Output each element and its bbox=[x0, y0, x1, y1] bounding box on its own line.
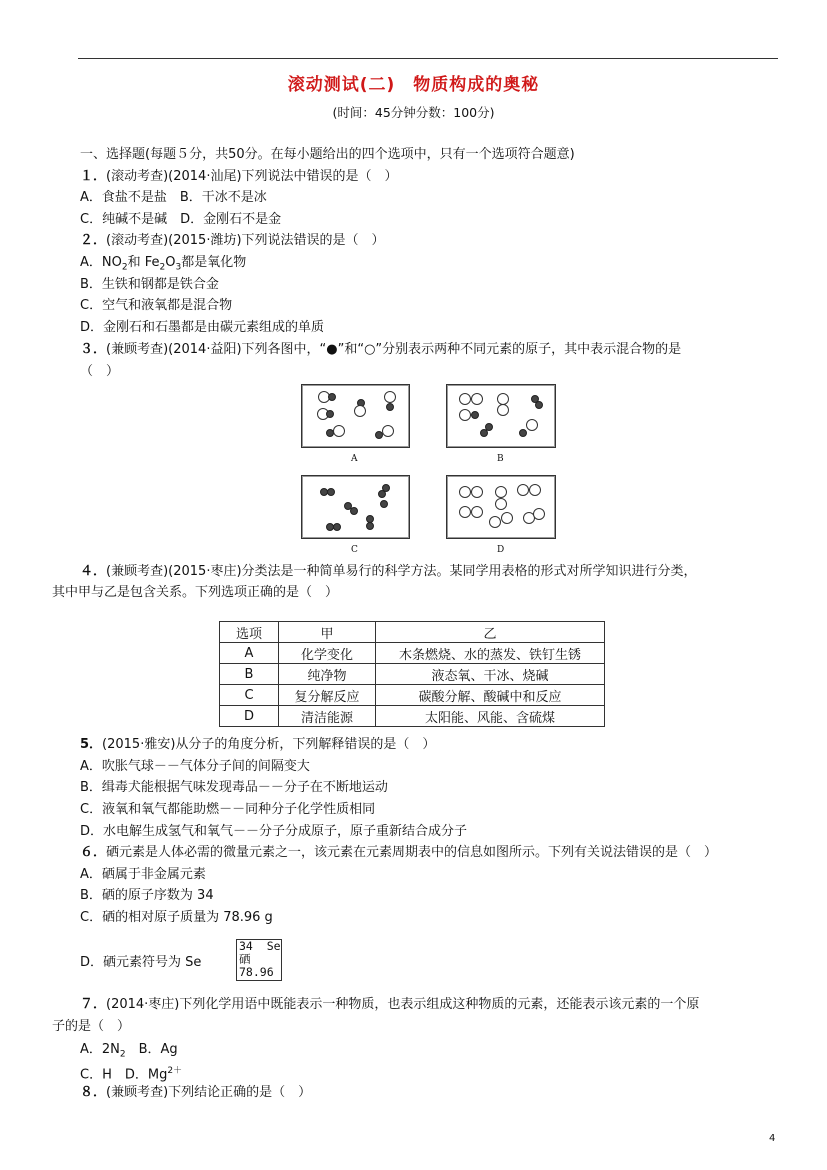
question-stem: (兼顾考查)下列结论正确的是（ ） bbox=[106, 1085, 312, 1100]
white-atom bbox=[501, 512, 513, 524]
question-stem: (兼顾考查)(2015·枣庄)分类法是一种简单易行的科学方法。某同学用表格的形式对所学知识进行分类， bbox=[106, 564, 697, 579]
question-number: ３． bbox=[80, 342, 107, 357]
table-row: B 纯净物 液态氧、干冰、烧碱 bbox=[220, 664, 605, 685]
white-atom bbox=[495, 498, 507, 510]
white-atom bbox=[471, 486, 483, 498]
question-4-cont: 其中甲与乙是包含关系。下列选项正确的是（ ） bbox=[52, 585, 339, 600]
atomic-number: 34 bbox=[239, 939, 253, 953]
white-atom bbox=[333, 425, 345, 437]
question-number: ６． bbox=[80, 845, 107, 860]
dark-atom bbox=[471, 411, 479, 419]
dark-atom bbox=[535, 401, 543, 409]
dark-atom bbox=[386, 403, 394, 411]
white-atom bbox=[495, 486, 507, 498]
page-title: 滚动测试(二) 物质构成的奥秘 bbox=[287, 75, 540, 95]
atomic-mass: 78.96 bbox=[239, 965, 274, 979]
white-atom bbox=[384, 391, 396, 403]
header-rule bbox=[78, 58, 778, 59]
question-stem: (兼顾考查)(2014·益阳)下列各图中，“●”和“○”分别表示两种不同元素的原子，其中表示混合物的是 bbox=[106, 342, 682, 357]
figure-c bbox=[301, 475, 410, 539]
q5-option-a: A．吹胀气球－－气体分子间的间隔变大 bbox=[80, 759, 310, 774]
question-number: ８． bbox=[80, 1085, 107, 1100]
question-7-cont: 子的是（ ） bbox=[52, 1019, 131, 1034]
q2-option-b: B．生铁和钢都是铁合金 bbox=[80, 277, 219, 292]
dark-atom bbox=[380, 500, 388, 508]
q1-options-cd: C．纯碱不是碱 D．金刚石不是金 bbox=[80, 212, 282, 227]
table-header-row bbox=[220, 622, 605, 643]
white-atom bbox=[354, 405, 366, 417]
question-5 bbox=[80, 736, 435, 753]
table-header: 乙 bbox=[376, 622, 605, 643]
question-number: ７． bbox=[80, 997, 107, 1012]
q6-option-c: C．硒的相对原子质量为 78.96 g bbox=[80, 910, 273, 925]
question-8 bbox=[80, 1084, 311, 1101]
element-symbol: Se bbox=[266, 939, 281, 953]
section-heading: 一、选择题(每题５分，共50分。在每小题给出的四个选项中，只有一个选项符合题意) bbox=[80, 147, 575, 162]
dark-atom bbox=[328, 393, 336, 401]
question-number: ２． bbox=[80, 233, 107, 248]
page-number: 4 bbox=[769, 1133, 776, 1144]
q2-option-a: A．$NO_2$和 $Fe_2O_3$都是氧化物 bbox=[80, 255, 247, 273]
q5-option-d: D．水电解生成氢气和氧气－－分子分成原子，原子重新结合成分子 bbox=[80, 824, 468, 839]
dark-atom bbox=[485, 423, 493, 431]
figure-label-c: C bbox=[351, 545, 358, 555]
table-row: A 化学变化 木条燃烧、水的蒸发、铁钉生锈 bbox=[220, 643, 605, 664]
figure-b bbox=[446, 384, 556, 448]
q7-options-cd: C．H D．$Mg^{2+}$ bbox=[80, 1066, 183, 1083]
q7-options-ab: A．$2N_2$ B．Ag bbox=[80, 1042, 178, 1060]
dark-atom bbox=[378, 490, 386, 498]
periodic-table-cell bbox=[236, 939, 282, 981]
q5-option-c: C．液氧和氧气都能助燃－－同种分子化学性质相同 bbox=[80, 802, 376, 817]
white-atom bbox=[459, 506, 471, 518]
classification-table bbox=[219, 621, 605, 727]
question-stem: (2014·枣庄)下列化学用语中既能表示一种物质，也表示组成这种物质的元素，还能表示该元素的一个原 bbox=[106, 997, 700, 1012]
dark-atom bbox=[333, 523, 341, 531]
white-atom bbox=[529, 484, 541, 496]
table-header: 选项 bbox=[220, 622, 279, 643]
q6-option-d: D．硒元素符号为 Se bbox=[80, 955, 202, 970]
dark-atom bbox=[519, 429, 527, 437]
white-atom bbox=[497, 404, 509, 416]
white-atom bbox=[459, 409, 471, 421]
question-number: 5． bbox=[80, 737, 103, 752]
question-stem: (滚动考查)(2014·汕尾)下列说法中错误的是（ ） bbox=[106, 169, 398, 184]
white-atom bbox=[382, 425, 394, 437]
dark-atom bbox=[350, 507, 358, 515]
question-4 bbox=[80, 563, 697, 580]
element-name: 硒 bbox=[239, 952, 251, 966]
question-number: ４． bbox=[80, 564, 107, 579]
white-atom bbox=[459, 486, 471, 498]
figure-d bbox=[446, 475, 556, 539]
question-stem: (滚动考查)(2015·潍坊)下列说法错误的是（ ） bbox=[106, 233, 385, 248]
question-7 bbox=[80, 996, 699, 1013]
dark-atom bbox=[326, 410, 334, 418]
table-row: C 复分解反应 碳酸分解、酸碱中和反应 bbox=[220, 685, 605, 706]
white-atom bbox=[489, 516, 501, 528]
q2-option-d: D．金刚石和石墨都是由碳元素组成的单质 bbox=[80, 320, 325, 335]
page-subtitle: (时间：45分钟分数：100分) bbox=[332, 105, 495, 120]
q6-option-a: A．硒属于非金属元素 bbox=[80, 867, 206, 882]
white-atom bbox=[471, 393, 483, 405]
figure-label-b: B bbox=[497, 454, 504, 464]
question-3 bbox=[80, 341, 681, 358]
table-row: D 清洁能源 太阳能、风能、含硫煤 bbox=[220, 706, 605, 727]
question-number: １． bbox=[80, 169, 107, 184]
white-atom bbox=[533, 508, 545, 520]
white-atom bbox=[459, 393, 471, 405]
white-atom bbox=[526, 419, 538, 431]
q3-answer-paren: （ ） bbox=[80, 364, 120, 379]
white-atom bbox=[471, 506, 483, 518]
table-header: 甲 bbox=[279, 622, 376, 643]
q1-options-ab: A．食盐不是盐 B．干冰不是冰 bbox=[80, 190, 267, 205]
figure-a bbox=[301, 384, 410, 448]
question-stem: 硒元素是人体必需的微量元素之一，该元素在元素周期表中的信息如图所示。下列有关说法错误的是（ ） bbox=[106, 845, 718, 860]
question-stem: (2015·雅安)从分子的角度分析，下列解释错误的是（ ） bbox=[102, 737, 436, 752]
question-6 bbox=[80, 844, 717, 861]
figure-label-a: A bbox=[351, 454, 358, 464]
figure-label-d: D bbox=[497, 545, 505, 555]
white-atom bbox=[517, 484, 529, 496]
question-1 bbox=[80, 168, 398, 185]
q6-option-b: B．硒的原子序数为 34 bbox=[80, 888, 214, 903]
dark-atom bbox=[366, 522, 374, 530]
q5-option-b: B．缉毒犬能根据气味发现毒品－－分子在不断地运动 bbox=[80, 780, 388, 795]
question-2 bbox=[80, 232, 385, 249]
dark-atom bbox=[327, 488, 335, 496]
q2-option-c: C．空气和液氧都是混合物 bbox=[80, 298, 233, 313]
